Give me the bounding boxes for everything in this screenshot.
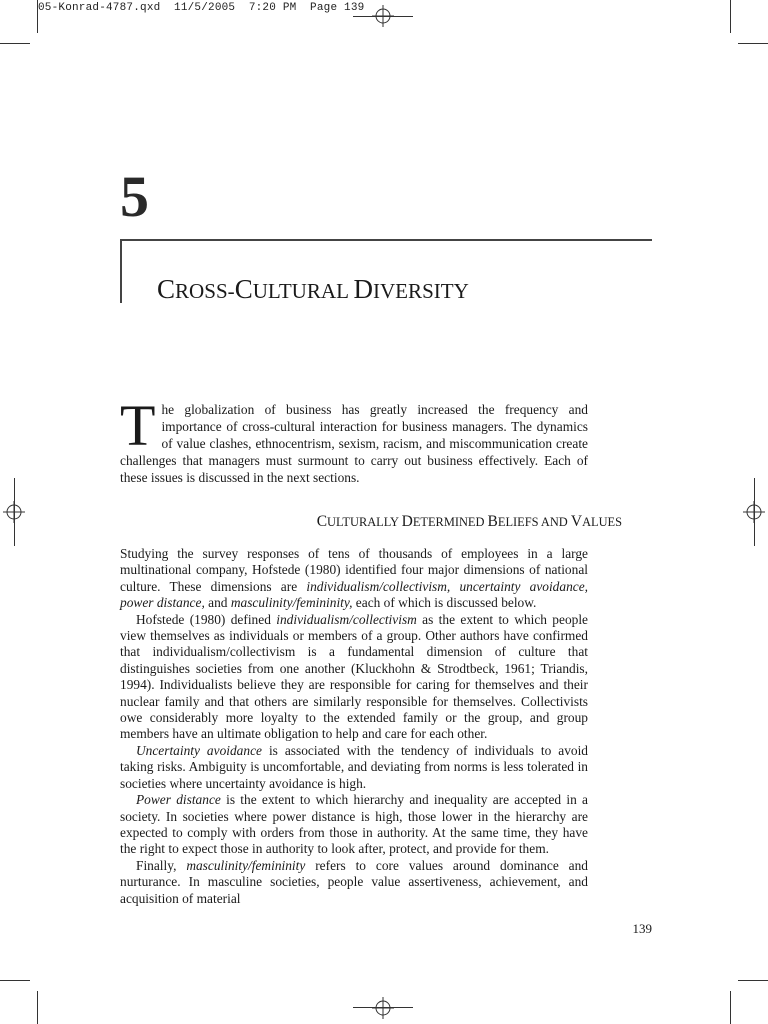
paragraph-dimensions: Studying the survey responses of tens of thousands of employees in a large multinational company, Hofstede (1980) identified four major dimensions of national culture. These dimensions are individualism/collectivism, uncertainty avoidance, power distance, and masculinity/femininity, each of which is discussed below. <box>120 546 588 611</box>
crop-mark <box>754 478 755 546</box>
section-heading: CULTURALLY DETERMINED BELIEFS AND VALUES <box>316 513 622 530</box>
crop-mark <box>353 1007 413 1008</box>
paragraph-power-distance: Power distance is the extent to which hierarchy and inequality are accepted in a society. In societies where power distance is high, those lower in the hierarchy are expected to comply with orders from those in authority. At the same time, they have the right to expect those in authority to look after, protect, and provide for them. <box>120 792 588 857</box>
paragraph-uncertainty: Uncertainty avoidance is associated with the tendency of individuals to avoid taking risks. Ambiguity is uncomfortable, and deviating from norms is less tolerated in societies where uncertainty avoidance is high. <box>120 742 588 791</box>
crop-mark <box>730 0 731 33</box>
body-text <box>120 546 588 907</box>
intro-paragraph <box>120 393 588 486</box>
crop-mark <box>37 0 38 33</box>
paragraph-masculinity: Finally, masculinity/femininity refers to core values around dominance and nurturance. In masculine societies, people value assertiveness, achievement, and acquisition of material <box>120 857 588 906</box>
paragraph-individualism: Hofstede (1980) defined individualism/collectivism as the extent to which people view themselves as individuals or members of a group. Other authors have confirmed that individualism/collectivism is a fundamental dimension of culture that distinguishes societies from one another (Kluckhohn & Strodtbeck, 1961; Triandis, 1994). Individualists believe they are responsible for caring for themselves and their nuclear family and that others are similarly responsible for themselves. Collectivists owe considerably more loyalty to the extended family or the group, and group members have an ultimate obligation to help and care for each other. <box>120 611 589 742</box>
crop-mark <box>14 478 15 546</box>
crop-mark <box>0 43 30 44</box>
crop-mark <box>738 43 768 44</box>
crop-mark <box>730 991 731 1024</box>
crop-mark <box>0 980 30 981</box>
chapter-number: 5 <box>120 164 149 229</box>
crop-mark <box>37 991 38 1024</box>
chapter-rule <box>120 239 652 241</box>
drop-cap: T <box>120 393 156 458</box>
page-number: 139 <box>632 921 652 936</box>
intro-text: he globalization of business has greatly increased the frequency and importance of cross-cultural interaction for business managers. The dynamics of value clashes, ethnocentrism, sexism, racism, and miscommunication create challenges that managers must surmount to carry out business effectively. Each of these issues is discussed in the next sections. <box>120 402 588 485</box>
crop-mark <box>738 980 768 981</box>
chapter-title: CROSS-CULTURAL DIVERSITY <box>157 274 469 304</box>
registration-mark-icon <box>372 997 394 1019</box>
chapter-rule-vertical <box>120 239 122 303</box>
printer-slug: 05-Konrad-4787.qxd 11/5/2005 7:20 PM Page 139 <box>38 2 365 14</box>
crop-mark <box>353 16 413 17</box>
